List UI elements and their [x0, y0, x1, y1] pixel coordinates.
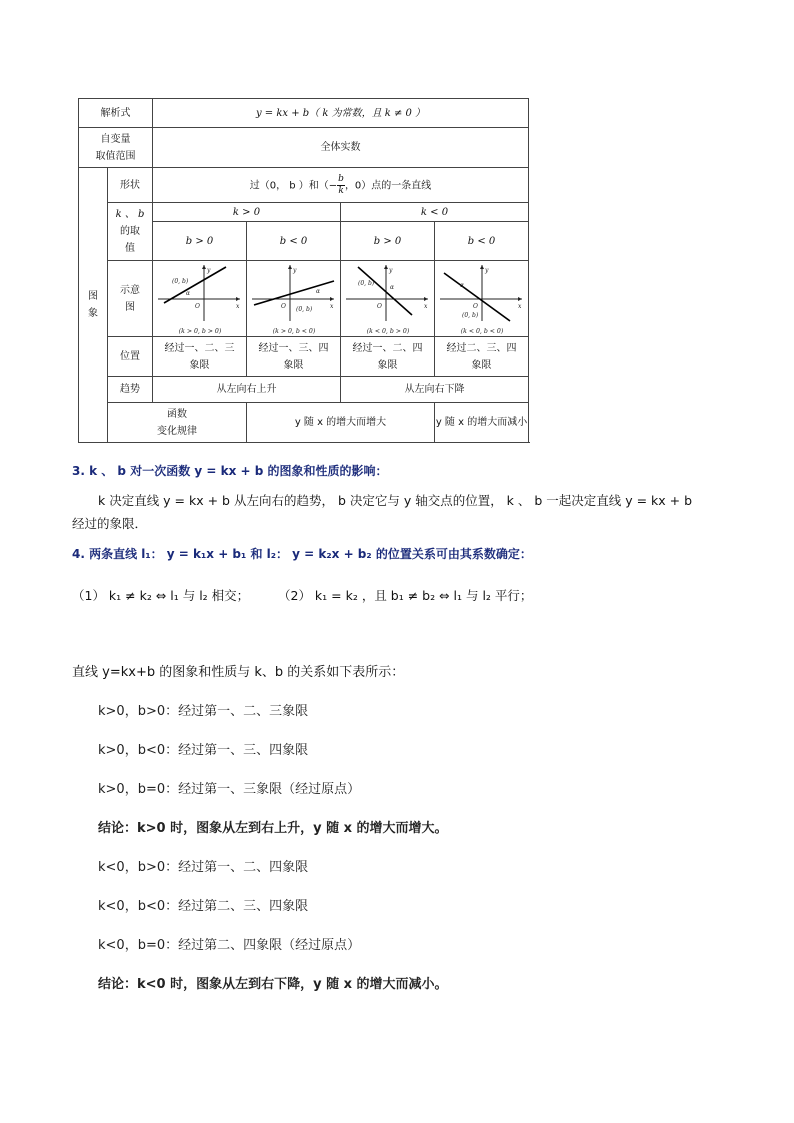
- intercept-label: (0, b): [357, 279, 374, 287]
- properties-table: [78, 98, 529, 443]
- label-kb: k 、 b 的取 值: [108, 203, 153, 261]
- x-axis-arrow-icon: [236, 297, 240, 301]
- k-positive-header: k > 0: [153, 203, 341, 222]
- section-3-body-2: 经过的象限．: [72, 516, 148, 531]
- summary-line-6: k<0，b=0：经过第二、四象限（经过原点）: [98, 938, 361, 953]
- x-axis-arrow-icon: [518, 297, 522, 301]
- y-axis-label: y: [292, 266, 296, 274]
- label-expression: 解析式: [79, 99, 153, 128]
- shape-value: 过（0， b ）和（− $\frac{b}{k}$ ，0）点的一条直线: [153, 168, 529, 203]
- intercept-label: (0, b): [461, 311, 478, 319]
- label-domain: 自变量 取值范围: [79, 128, 153, 168]
- x-axis-label: x: [235, 302, 239, 310]
- intercept-label: (0, b): [171, 277, 188, 285]
- x-axis-arrow-icon: [330, 297, 334, 301]
- label-trend: 趋势: [108, 377, 153, 403]
- b-value-3: b > 0: [341, 222, 435, 261]
- section-3-title: 3. k 、 b 对一次函数 y = kx + b 的图象和性质的影响：: [72, 464, 388, 478]
- y-axis-arrow-icon: [384, 265, 388, 269]
- label-rule: 函数 变化规律: [108, 403, 247, 443]
- graph-1: [156, 263, 244, 335]
- y-axis-arrow-icon: [288, 265, 292, 269]
- function-line: [164, 267, 226, 303]
- angle-label: α: [389, 283, 394, 291]
- graph-caption: (k > 0, b < 0): [272, 327, 315, 335]
- b-value-1: b > 0: [153, 222, 247, 261]
- expression-value: y = kx + b（ k 为常数，且 k ≠ 0 ）: [153, 99, 529, 128]
- y-axis-label: y: [388, 266, 392, 274]
- domain-value: 全体实数: [153, 128, 529, 168]
- summary-line-4: k<0，b>0：经过第一、二、四象限: [98, 860, 309, 875]
- b-value-2: b < 0: [247, 222, 341, 261]
- angle-label: α: [459, 281, 464, 289]
- summary-conclusion-2: 结论：k<0 时，图象从左到右下降，y 随 x 的增大而减小。: [98, 977, 448, 992]
- fraction: $\frac{b}{k}$: [338, 173, 344, 196]
- graph-cell-3: [341, 261, 435, 337]
- trend-up: 从左向右上升: [153, 377, 341, 403]
- graph-cell-4: [435, 261, 529, 337]
- b-value-4: b < 0: [435, 222, 529, 261]
- label-shape: 形状: [108, 168, 153, 203]
- angle-label: α: [315, 287, 320, 295]
- origin-label: O: [376, 302, 382, 310]
- x-axis-label: x: [329, 302, 333, 310]
- graph-2: [250, 263, 338, 335]
- k-negative-header: k < 0: [341, 203, 529, 222]
- label-position: 位置: [108, 337, 153, 377]
- trend-down: 从左向右下降: [341, 377, 529, 403]
- position-4: 经过二、三、四 象限: [435, 337, 529, 377]
- summary-line-3: k>0，b=0：经过第一、三象限（经过原点）: [98, 782, 361, 797]
- y-axis-arrow-icon: [480, 265, 484, 269]
- section-4-item-1: （1） k₁ ≠ k₂ ⇔ l₁ 与 l₂ 相交；: [72, 588, 250, 603]
- function-line: [358, 267, 412, 315]
- summary-intro: 直线 y=kx+b 的图象和性质与 k、b 的关系如下表所示：: [72, 665, 405, 680]
- intercept-label: (0, b): [295, 305, 312, 313]
- graph-caption: (k < 0, b < 0): [460, 327, 503, 335]
- x-axis-label: x: [423, 302, 427, 310]
- summary-conclusion-1: 结论：k>0 时，图象从左到右上升，y 随 x 的增大而增大。: [98, 821, 448, 836]
- position-3: 经过一、二、四 象限: [341, 337, 435, 377]
- summary-line-5: k<0，b<0：经过第二、三、四象限: [98, 899, 309, 914]
- graph-caption: (k > 0, b > 0): [178, 327, 221, 335]
- graph-3: [344, 263, 432, 335]
- x-axis-arrow-icon: [424, 297, 428, 301]
- rule-down: y 随 x 的增大而减小: [435, 403, 529, 443]
- origin-label: O: [280, 302, 286, 310]
- function-line: [254, 281, 334, 305]
- position-2: 经过一、三、四 象限: [247, 337, 341, 377]
- x-axis-label: x: [517, 302, 521, 310]
- position-1: 经过一、二、三 象限: [153, 337, 247, 377]
- graph-cell-2: [247, 261, 341, 337]
- label-graph: 图 象: [79, 168, 108, 443]
- origin-label: O: [472, 302, 478, 310]
- y-axis-arrow-icon: [202, 265, 206, 269]
- y-axis-label: y: [206, 266, 210, 274]
- summary-line-1: k>0，b>0：经过第一、二、三象限: [98, 704, 309, 719]
- graph-cell-1: [153, 261, 247, 337]
- section-4-item-2: （2） k₁ = k₂ ，且 b₁ ≠ b₂ ⇔ l₁ 与 l₂ 平行；: [278, 588, 533, 603]
- section-3-body-1: k 决定直线 y = kx + b 从左向右的趋势， b 决定它与 y 轴交点的位置， k 、 b 一起决定直线 y = kx + b: [98, 493, 693, 508]
- graph-caption: (k < 0, b > 0): [366, 327, 409, 335]
- y-axis-label: y: [484, 266, 488, 274]
- label-diagram: 示意 图: [108, 261, 153, 337]
- rule-up: y 随 x 的增大而增大: [247, 403, 435, 443]
- origin-label: O: [194, 302, 200, 310]
- angle-label: α: [185, 289, 190, 297]
- summary-line-2: k>0，b<0：经过第一、三、四象限: [98, 743, 309, 758]
- graph-4: [438, 263, 526, 335]
- section-4-title: 4. 两条直线 l₁： y = k₁x + b₁ 和 l₂： y = k₂x + b₂ 的位置关系可由其系数确定：: [72, 547, 532, 561]
